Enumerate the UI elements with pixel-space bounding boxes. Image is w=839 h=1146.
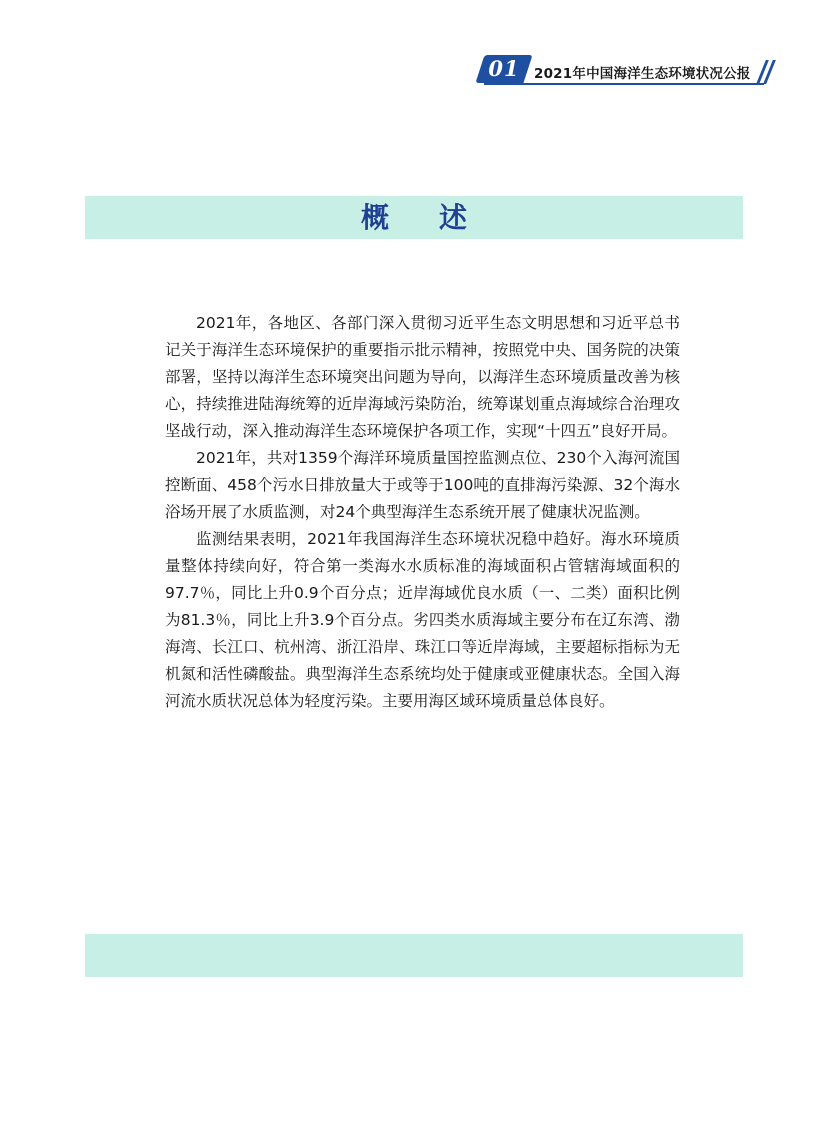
paragraph-intro: 2021年，各地区、各部门深入贯彻习近平生态文明思想和习近平总书记关于海洋生态环境保护的重要指示批示精神，按照党中央、国务院的决策部署，坚持以海洋生态环境突出问题为导向，以海洋生态环境质量改善为核心，持续推进陆海统筹的近岸海域污染防治，统筹谋划重点海域综合治理攻坚战行动，深入推动海洋生态环境保护各项工作，实现“十四五”良好开局。 <box>165 314 680 440</box>
bottom-banner <box>85 934 743 977</box>
chapter-number: 01 <box>488 56 520 81</box>
chapter-number-badge <box>475 55 532 83</box>
overview-body <box>165 310 680 715</box>
section-title-banner <box>85 196 743 239</box>
report-title: 2021年中国海洋生态环境状况公报 <box>534 66 751 82</box>
paragraph-monitoring-scope: 2021年，共对1359个海洋环境质量国控监测点位、230个入海河流国控断面、458个污水日排放量大于或等于100吨的直排海污染源、32个海水浴场开展了水质监测，对24个典型海洋生态系统开展了健康状况监测。 <box>165 449 680 521</box>
page-header <box>478 50 778 90</box>
header-underline <box>484 83 764 85</box>
paragraph-results: 监测结果表明，2021年我国海洋生态环境状况稳中趋好。海水环境质量整体持续向好，符合第一类海水水质标准的海域面积占管辖海域面积的97.7％，同比上升0.9个百分点；近岸海域优良水质（一、二类）面积比例为81.3％，同比上升3.9个百分点。劣四类水质海域主要分布在辽东湾、渤海湾、长江口、杭州湾、浙江沿岸、珠江口等近岸海域，主要超标指标为无机氮和活性磷酸盐。典型海洋生态系统均处于健康或亚健康状态。全国入海河流水质状况总体为轻度污染。主要用海区域环境质量总体良好。 <box>165 530 680 710</box>
double-slash-decoration <box>757 60 777 84</box>
section-title: 概述 <box>360 201 517 234</box>
